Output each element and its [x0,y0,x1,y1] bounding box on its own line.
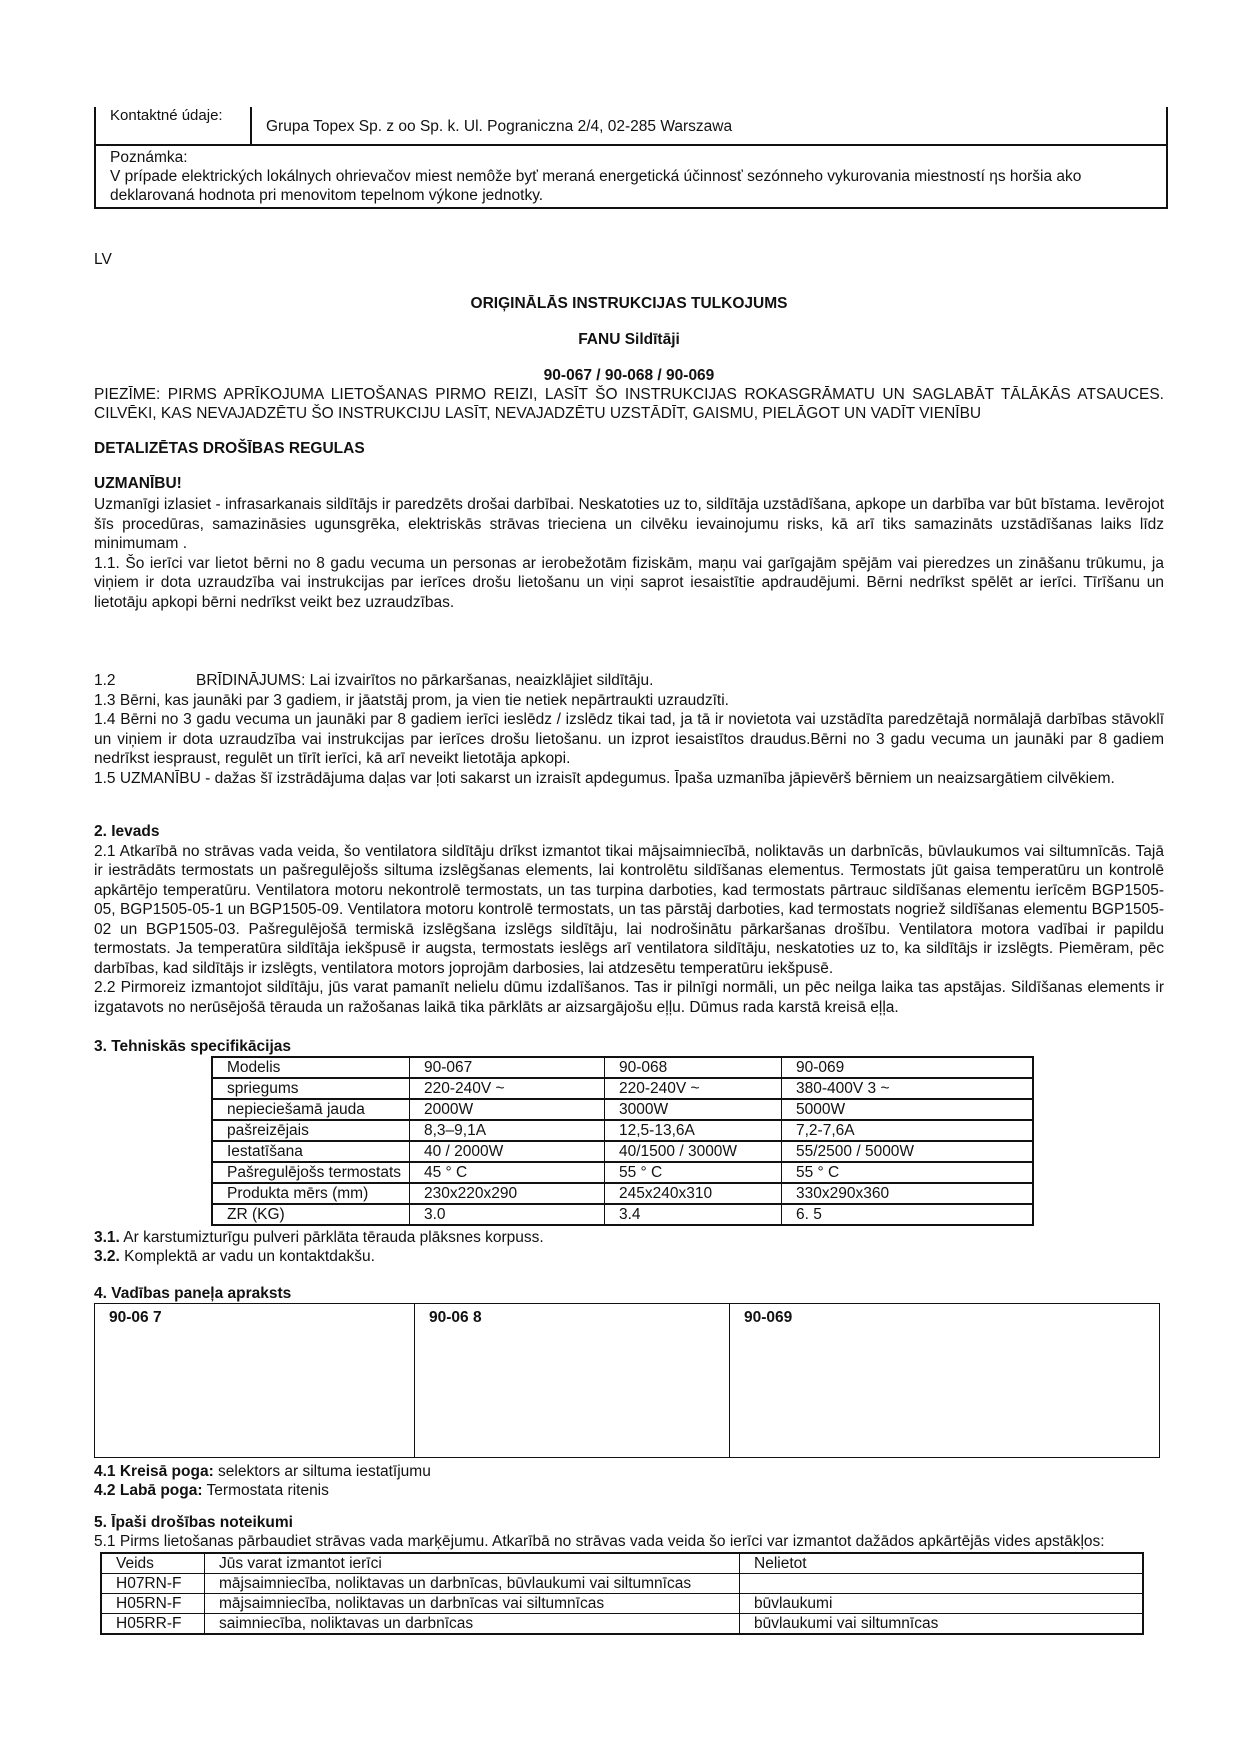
note-number: 3.1. [94,1229,120,1246]
paragraph: 2.2 Pirmoreiz izmantojot sildītāju, jūs varat pamanīt nelielu dūmu izdalīšanos. Tas ir pilnīgi normāli, un pēc neilga laika tas apstājas. Sildīšanas elements ir izgatavots no nerūsējošā tērauda un ražošanas laikā tika pārklāts ar aizsargājošu eļļu. Dūmus rada karstā kreisā eļļa. [94,979,1164,1016]
contact-note-box [94,107,1168,209]
document-subtitle: FANU Sildītāji [578,331,680,348]
safety-items [94,671,1164,788]
note-label: Poznámka: [110,149,188,166]
table-cell: 5000W [782,1099,1034,1120]
table-row [212,1162,1033,1183]
table-cell: Produkta mērs (mm) [212,1183,410,1204]
table-cell: 220-240V ~ [605,1078,782,1099]
paragraph: 2.1 Atkarībā no strāvas vada veida, šo ventilatora sildītāju drīkst izmantot tikai mājsaimniecībā, noliktavās un darbnīcās, būvlaukumos vai siltumnīcās. Tajā ir iestrādāts termostats un pašregulējošs siltuma izslēgšanas elements, lai kontrolētu sildīšanas elementus. Termostats jūt gaisa temperatūru un kontrolē apkārtējo temperatūru. Ventilatora motoru nekontrolē termostats, un tas turpina darboties, kad termostats pārtrauc sildīšanas elementu ierīcēm BGP1505-05, BGP1505-05-1 un BGP1505-09. Ventilatora motoru kontrolē termostats, un tas pārstāj darboties, kad termostats nogriež sildīšanas elementu BGP1505-02 un BGP1505-03. Pašregulējošā termiskā izslēgšana izslēgs sildītāju, lai nodrošinātu pārkaršanas drošību. Ventilatora motora vadībai ir papildu termostats. Ja temperatūra sildītāja iekšpusē ir augsta, termostats ieslēgs arī ventilatora sildītāju, neskatoties uz to, ka sildītājs ir izslēgts. Piemēram, pēc darbības, kad sildītājs ir izslēgts, ventilatora motors joprojām darbosies, lai atdzesētu temperatūru iekšpusē. [94,842,1164,977]
item-number: 1.2 [94,672,116,689]
table-cell: pašreizējais [212,1120,410,1141]
table-cell: H05RN-F [101,1594,205,1614]
section-heading: 3. Tehniskās specifikācijas [94,1038,292,1055]
safety-heading: DETALIZĒTAS DROŠĪBAS REGULAS [94,440,365,457]
table-cell: 380-400V 3 ~ [782,1078,1034,1099]
paragraph: 5.1 Pirms lietošanas pārbaudiet strāvas vada marķējumu. Atkarībā no strāvas vada veida šo ierīci var izmantot dažādos apkārtējās vides apstākļos: [94,1533,1105,1550]
table-row [212,1141,1033,1162]
table-row [212,1183,1033,1204]
table-cell: Pašregulējošs termostats [212,1162,410,1183]
table-cell: H05RR-F [101,1614,205,1635]
table-row [101,1614,1143,1635]
table-cell: ZR (KG) [212,1204,410,1225]
section-heading: 2. Ievads [94,823,160,840]
table-cell: nepieciešamā jauda [212,1099,410,1120]
table-row [101,1574,1143,1594]
note-label: 4.2 Labā poga: [94,1482,203,1499]
note-text: selektors ar siltuma iestatījumu [213,1463,431,1480]
table-row [101,1553,1143,1574]
safety-text [94,495,1164,612]
contact-label: Kontaktné údaje: [96,107,252,144]
table-cell: 55 ° C [605,1162,782,1183]
document-title: ORIĢINĀLĀS INSTRUKCIJAS TULKOJUMS [470,295,788,312]
section-heading: 4. Vadības paneļa apraksts [94,1285,292,1302]
table-cell: būvlaukumi [740,1594,1144,1614]
table-cell: mājsaimniecība, noliktavas un darbnīcas vai siltumnīcas [205,1594,740,1614]
safety-paragraph: 1.1. Šo ierīci var lietot bērni no 8 gadu vecuma un personas ar ierobežotām fiziskām, maņu vai garīgajām spējām vai pieredzes un zināšanu trūkumu, ja viņiem ir dota uzraudzība vai instrukcijas par ierīces drošu lietošanu un viņi saprot iesaistītie apdraudējumi. Bērni nedrīkst spēlēt ar ierīci. Tīrīšanu un lietotāju apkopi bērni nedrīkst veikt bez uzraudzības. [94,554,1164,611]
table-row [212,1057,1033,1078]
panel-cell: 90-06 8 [415,1304,730,1458]
table-cell: 40 / 2000W [410,1141,605,1162]
table-cell: 6. 5 [782,1204,1034,1225]
table-row [212,1078,1033,1099]
safety-paragraph: Uzmanīgi izlasiet - infrasarkanais sildītājs ir paredzēts drošai darbībai. Neskatoties uz to, sildītāja uzstādīšana, apkope un darbība var būt bīstama. Ievērojot šīs procedūras, samazināsies ugunsgrēka, elektriskās strāvas trieciena un cilvēku ievainojumu risks, kā arī tiks samazināts uzstādīšanas laiks līdz minimumam . [94,496,1164,552]
table-cell: 3000W [605,1099,782,1120]
note-text: Termostata ritenis [202,1482,329,1499]
table-row [101,1594,1143,1614]
section-control-panel [94,1284,1164,1500]
note-text: Ar karstumizturīgu pulveri pārklāta tērauda plāksnes korpuss. [119,1229,544,1246]
table-cell: 220-240V ~ [410,1078,605,1099]
table-cell: Modelis [212,1057,410,1078]
table-cell: 3.4 [605,1204,782,1225]
table-cell: 245x240x310 [605,1183,782,1204]
section-heading: 5. Īpaši drošības noteikumi [94,1514,293,1531]
table-cell: Jūs varat izmantot ierīci [205,1553,740,1574]
table-cell: 55 ° C [782,1162,1034,1183]
safety-item: 1.3 Bērni, kas jaunāki par 3 gadiem, ir jāatstāj prom, ja vien tie netiek nepārtraukti uzraudzīti. [94,691,729,709]
table-cell: 55/2500 / 5000W [782,1141,1034,1162]
section-special-safety [94,1513,1164,1635]
model-numbers: 90-067 / 90-068 / 90-069 [543,367,715,384]
attention-heading: UZMANĪBU! [94,475,182,492]
table-cell: 7,2-7,6A [782,1120,1034,1141]
control-panel-table [94,1303,1160,1458]
contact-value: Grupa Topex Sp. z oo Sp. k. Ul. Pograniczna 2/4, 02-285 Warszawa [266,118,733,135]
table-row [212,1120,1033,1141]
table-cell: Iestatīšana [212,1141,410,1162]
table-cell: 90-067 [410,1057,605,1078]
table-cell: Veids [101,1553,205,1574]
table-cell: 3.0 [410,1204,605,1225]
table-row [212,1099,1033,1120]
table-cell: 330x290x360 [782,1183,1034,1204]
panel-cell: 90-06 7 [95,1304,415,1458]
table-cell: 40/1500 / 3000W [605,1141,782,1162]
table-cell: 8,3–9,1A [410,1120,605,1141]
panel-cell: 90-069 [730,1304,1160,1458]
table-cell: H07RN-F [101,1574,205,1594]
notice-text: PIEZĪME: PIRMS APRĪKOJUMA LIETOŠANAS PIRMO REIZI, LASĪT ŠO INSTRUKCIJAS ROKASGRĀMATU UN SAGLABĀT TĀLĀKĀS ATSAUCES. CILVĒKI, KAS NEVAJADZĒTU ŠO INSTRUKCIJU LASĪT, NEVAJADZĒTU UZSTĀDĪT, GAISMU, PIELĀGOT UN VADĪT VIENĪBU [94,386,1164,422]
table-cell: saimniecība, noliktavas un darbnīcas [205,1614,740,1635]
table-cell: 90-069 [782,1057,1034,1078]
table-cell: 90-068 [605,1057,782,1078]
note-number: 3.2. [94,1248,120,1265]
table-cell: 45 ° C [410,1162,605,1183]
note-text: V prípade elektrických lokálnych ohrievačov miest nemôže byť meraná energetická účinnosť sezónneho vykurovania miestností ηs horšia ako deklarovaná hodnota pri menovitom tepelnom výkone jednotky. [110,168,1082,204]
table-cell: spriegums [212,1078,410,1099]
table-cell: būvlaukumi vai siltumnīcas [740,1614,1144,1635]
language-code: LV [94,251,112,268]
table-cell: mājsaimniecība, noliktavas un darbnīcas, būvlaukumi vai siltumnīcas [205,1574,740,1594]
table-cell: 2000W [410,1099,605,1120]
table-cell [740,1574,1144,1594]
table-row [212,1204,1033,1225]
table-cell: 12,5-13,6A [605,1120,782,1141]
safety-item: 1.5 UZMANĪBU - dažas šī izstrādājuma daļas var ļoti sakarst un izraisīt apdegumus. Īpaša uzmanība jāpievērš bērniem un neaizsargātiem cilvēkiem. [94,769,1115,787]
note-label: 4.1 Kreisā poga: [94,1463,214,1480]
item-text: BRĪDINĀJUMS: Lai izvairītos no pārkaršanas, neaizklājiet sildītāju. [196,672,654,689]
section-introduction [94,822,1164,1017]
note-text: Komplektā ar vadu un kontaktdakšu. [119,1248,375,1265]
spec-table [211,1056,1034,1226]
table-cell: Nelietot [740,1553,1144,1574]
safety-item: 1.4 Bērni no 3 gadu vecuma un jaunāki par 8 gadiem ierīci ieslēdz / izslēdz tikai tad, ja tā ir novietota vai uzstādīta paredzētajā normālajā darbības stāvoklī un viņiem ir dota uzraudzība vai instrukcijas par ierīces drošu lietošanu. un izprot iesaistītos draudus.Bērni no 3 gadu vecuma un jaunāki par 8 gadiem nedrīkst iespraust, regulēt un tīrīt ierīci, kā arī neveikt lietotāja apkopi. [94,711,1164,767]
table-cell: 230x220x290 [410,1183,605,1204]
section-specifications [94,1037,1164,1266]
cable-type-table [100,1552,1144,1635]
